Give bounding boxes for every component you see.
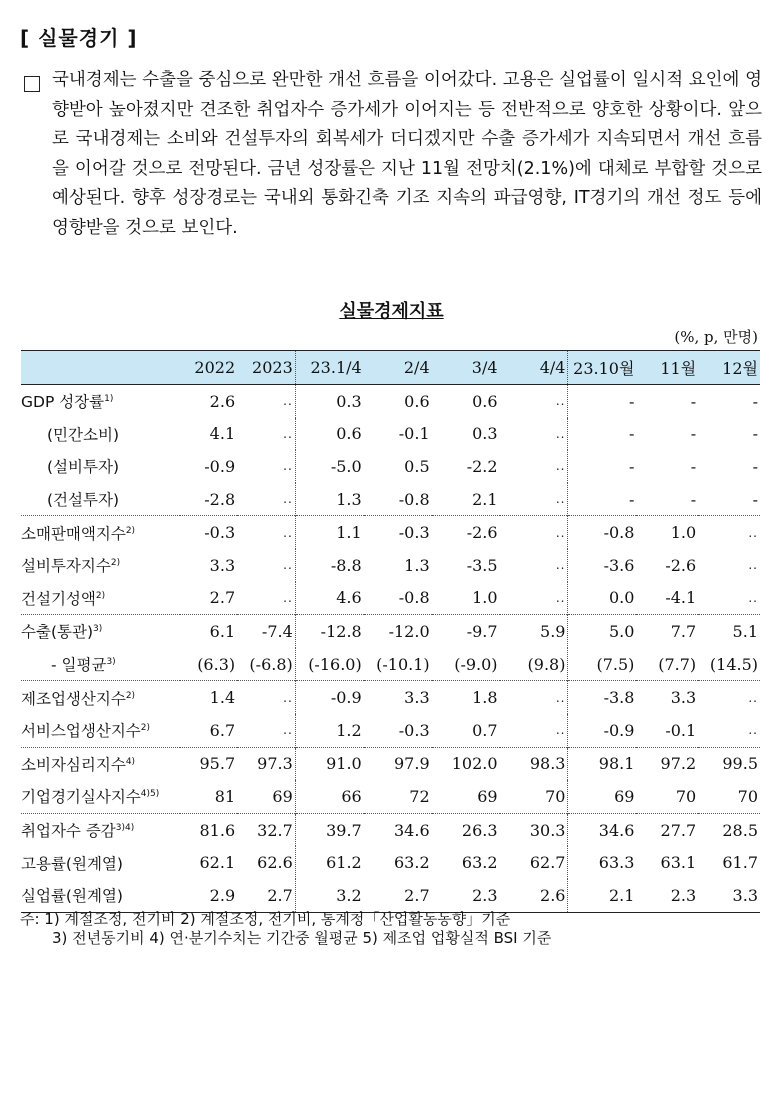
table-cell: ..	[283, 590, 293, 605]
table-cell: 1.3	[404, 555, 430, 575]
table-cell: 2.7	[364, 879, 432, 912]
row-label-text: (설비투자)	[47, 458, 119, 477]
table-cell: -2.2	[466, 456, 498, 476]
table-row	[21, 714, 760, 747]
footnote-marker: 2)	[125, 525, 136, 536]
table-cell: ..	[283, 558, 293, 573]
table-cell: ..	[555, 558, 566, 573]
table-cell: (14.5)	[709, 654, 758, 674]
table-cell: ..	[555, 426, 566, 441]
table-cell: ..	[698, 516, 760, 549]
table-row	[21, 681, 760, 714]
table-cell: -2.8	[204, 489, 236, 509]
column-header: 4/4	[500, 351, 568, 385]
table-cell: ..	[698, 681, 760, 714]
table-cell: 81	[214, 786, 236, 806]
row-label-text: 소비자심리지수	[21, 755, 126, 774]
table-cell: -0.9	[295, 681, 363, 714]
table-cell: 69	[477, 786, 498, 806]
table-cell: 4.6	[295, 582, 363, 615]
footnote-marker: 2)	[125, 690, 136, 701]
table-cell: 62.1	[199, 853, 236, 873]
row-label-text: 건설기성액	[21, 589, 96, 608]
table-cell: ..	[283, 723, 293, 738]
table-cell: 2.1	[568, 879, 636, 912]
table-cell: 72	[409, 786, 430, 806]
table-cell: 7.7	[636, 615, 698, 648]
table-cell: ..	[283, 459, 293, 474]
table-cell: (-16.0)	[295, 648, 363, 681]
unit-label: (%, p, 만명)	[674, 328, 758, 346]
footnote-marker: 2)	[110, 558, 121, 569]
table-cell: 26.3	[432, 813, 500, 846]
table-cell: 3.3	[636, 681, 698, 714]
table-cell: ..	[555, 492, 566, 507]
table-cell: 5.1	[698, 615, 760, 648]
table-cell: 2.3	[636, 879, 698, 912]
table-cell: ..	[500, 681, 568, 714]
table-cell: -3.8	[568, 681, 636, 714]
footnote-marker: 3)	[106, 656, 116, 667]
column-header: 3/4	[432, 351, 500, 385]
table-cell: 5.0	[568, 615, 636, 648]
table-cell: 61.2	[295, 846, 363, 879]
table-cell: -2.6	[432, 516, 500, 549]
table-cell: 4.1	[209, 424, 236, 444]
row-label	[21, 385, 180, 418]
row-label	[21, 681, 180, 714]
footnote-marker: 3)4)	[115, 822, 135, 833]
table-cell: -0.3	[180, 516, 238, 549]
table-row	[21, 549, 760, 582]
row-label	[21, 483, 180, 516]
table-row	[21, 516, 760, 549]
table-cell: 98.3	[500, 747, 568, 780]
row-label-text: GDP 성장률	[21, 393, 105, 412]
table-cell: -	[752, 391, 758, 411]
table-cell: 97.3	[237, 747, 295, 780]
table-cell: -5.0	[295, 450, 363, 483]
row-label-text: 소매판매액지수	[21, 524, 126, 543]
table-row	[21, 879, 760, 912]
row-label-text: 고용률(원계열)	[21, 854, 123, 873]
table-cell: 0.6	[404, 391, 430, 411]
table-cell: -0.8	[568, 516, 636, 549]
table-title: 실물경제지표	[339, 301, 444, 322]
table-cell: -12.0	[364, 615, 432, 648]
column-header: 2023	[237, 351, 295, 385]
table-cell: 1.0	[472, 588, 498, 608]
table-cell: 2.7	[237, 879, 295, 912]
table-cell: -	[752, 489, 758, 509]
indicator-table	[21, 350, 760, 913]
table-cell: -	[752, 456, 758, 476]
table-cell: ..	[500, 516, 568, 549]
table-cell: 34.6	[568, 813, 636, 846]
footnote-marker: 4)	[125, 756, 136, 767]
row-label	[21, 615, 180, 648]
table-cell: 91.0	[295, 747, 363, 780]
table-cell: (6.3)	[197, 654, 236, 674]
column-header: 23.10월	[568, 351, 636, 385]
table-cell: -	[752, 424, 758, 444]
row-label	[21, 648, 180, 681]
footnote-marker: 4)5)	[140, 789, 160, 800]
row-label-text: 설비투자지수	[21, 557, 111, 576]
table-header-row	[21, 351, 760, 385]
table-cell: 63.2	[461, 853, 498, 873]
column-header: 2/4	[364, 351, 432, 385]
table-cell: 70	[675, 786, 697, 806]
table-cell: -0.9	[204, 456, 236, 476]
row-label-text: - 일평균	[51, 656, 107, 675]
table-cell: -9.7	[432, 615, 500, 648]
table-cell: ..	[283, 426, 293, 441]
table-cell: 3.3	[364, 681, 432, 714]
row-label	[21, 879, 180, 912]
table-row	[21, 615, 760, 648]
table-cell: ..	[555, 723, 566, 738]
table-cell: 95.7	[180, 747, 238, 780]
table-cell: 1.4	[180, 681, 238, 714]
table-cell: -	[568, 483, 636, 516]
table-cell: 69	[272, 786, 293, 806]
table-cell: -3.6	[568, 549, 636, 582]
table-cell: 70	[545, 786, 566, 806]
row-label-text: 실업률(원계열)	[21, 887, 123, 906]
table-cell: 63.3	[568, 846, 636, 879]
table-cell: 62.7	[529, 853, 566, 873]
table-cell: -	[568, 385, 636, 418]
table-cell: 28.5	[698, 813, 760, 846]
row-label-text: (민간소비)	[47, 425, 119, 444]
table-cell: -0.8	[398, 489, 430, 509]
table-cell: 6.7	[209, 720, 236, 740]
table-cell: -0.1	[665, 720, 697, 740]
row-label-text: 취업자수 증감	[21, 822, 116, 841]
table-cell: -0.3	[364, 516, 432, 549]
row-label	[21, 780, 180, 813]
table-row	[21, 813, 760, 846]
table-row	[21, 483, 760, 516]
table-cell: -	[568, 418, 636, 451]
table-cell: -0.1	[398, 424, 430, 444]
table-row	[21, 747, 760, 780]
footnotes	[20, 910, 551, 948]
table-cell: 1.2	[295, 714, 363, 747]
table-cell: 99.5	[698, 747, 760, 780]
table-cell: -8.8	[295, 549, 363, 582]
column-header: 12월	[698, 351, 760, 385]
table-row	[21, 418, 760, 451]
table-cell: 98.1	[568, 747, 636, 780]
table-cell: 62.6	[257, 853, 293, 873]
table-row	[21, 780, 760, 813]
column-header: 23.1/4	[295, 351, 363, 385]
table-cell: 97.9	[364, 747, 432, 780]
footnote-line: 3) 전년동기비 4) 연·분기수치는 기간중 월평균 5) 제조업 업황실적 BSI 기준	[52, 929, 552, 947]
table-cell: (-10.1)	[376, 654, 430, 674]
row-label-text: 서비스업생산지수	[21, 722, 141, 741]
table-cell: 5.9	[500, 615, 568, 648]
table-cell: 3.2	[295, 879, 363, 912]
table-row	[21, 450, 760, 483]
table-cell: -	[568, 450, 636, 483]
checkbox-bullet-icon	[24, 76, 40, 92]
table-cell: 81.6	[180, 813, 238, 846]
table-cell: 63.2	[394, 853, 430, 873]
table-cell: -0.8	[398, 588, 430, 608]
table-cell: 0.5	[404, 456, 430, 476]
row-label	[21, 549, 180, 582]
summary-paragraph: 국내경제는 수출을 중심으로 완만한 개선 흐름을 이어갔다. 고용은 실업률이 일시적 요인에 영향받아 높아졌지만 견조한 취업자수 증가세가 이어지는 등 전반적으로 양호한 상황이다. 앞으로 국내경제는 소비와 건설투자의 회복세가 더디겠지만 수출 증가세가 지속되면서 개선 흐름을 이어갈 것으로 전망된다. 금년 성장률은 지난 11월 전망치(2.1%)에 대체로 부합할 것으로 예상된다. 향후 성장경로는 국내외 통화긴축 기조 지속의 파급영향, IT경기의 개선 정도 등에 영향받을 것으로 보인다.	[52, 70, 762, 238]
table-cell: (9.8)	[527, 654, 566, 674]
table-cell: -7.4	[237, 615, 295, 648]
table-cell: 27.7	[636, 813, 698, 846]
footnote-marker: 2)	[140, 723, 151, 734]
table-cell: 1.8	[432, 681, 500, 714]
table-cell: ..	[237, 516, 295, 549]
table-cell: (-6.8)	[249, 654, 293, 674]
table-cell: 2.3	[432, 879, 500, 912]
table-cell: 1.3	[295, 483, 363, 516]
table-cell: -0.3	[398, 720, 430, 740]
row-label	[21, 450, 180, 483]
column-header: 2022	[180, 351, 238, 385]
table-cell: 66	[295, 780, 363, 813]
table-cell: 63.1	[660, 853, 697, 873]
row-label	[21, 714, 180, 747]
table-cell: 2.9	[180, 879, 238, 912]
table-cell: 102.0	[432, 747, 500, 780]
table-cell: 2.7	[209, 588, 236, 608]
table-cell: 0.3	[295, 385, 363, 418]
table-cell: 3.3	[698, 879, 760, 912]
table-cell: 0.6	[472, 391, 498, 411]
table-cell: 70	[737, 786, 758, 806]
table-cell: 0.6	[295, 418, 363, 451]
table-cell: -	[690, 424, 697, 444]
table-cell: ..	[748, 590, 758, 605]
table-cell: (-9.0)	[454, 654, 498, 674]
table-row	[21, 385, 760, 418]
table-cell: -3.5	[466, 555, 498, 575]
table-cell: -12.8	[295, 615, 363, 648]
footnote-marker: 3)	[93, 624, 103, 635]
row-label-text: 수출(통관)	[21, 623, 93, 642]
table-row	[21, 582, 760, 615]
table-cell: -0.9	[568, 714, 636, 747]
table-cell: (7.7)	[658, 654, 697, 674]
table-cell: ..	[283, 492, 293, 507]
table-cell: 30.3	[500, 813, 568, 846]
row-label	[21, 582, 180, 615]
row-label	[21, 813, 180, 846]
table-cell: -	[690, 391, 697, 411]
table-row	[21, 648, 760, 681]
footnote-line: 주: 1) 계절조정, 전기비 2) 계절조정, 전기비, 통계청「산업활동동향」기준	[20, 910, 511, 928]
table-cell: 97.2	[636, 747, 698, 780]
table-cell: 32.7	[237, 813, 295, 846]
row-label-text: 제조업생산지수	[21, 689, 126, 708]
table-row	[21, 846, 760, 879]
column-header: 11월	[636, 351, 698, 385]
table-cell: -	[690, 456, 697, 476]
table-cell: 2.1	[472, 489, 498, 509]
table-cell: (7.5)	[568, 648, 636, 681]
table-cell: 0.7	[472, 720, 498, 740]
table-cell: ..	[748, 723, 758, 738]
table-cell: 1.0	[636, 516, 698, 549]
table-cell: ..	[555, 590, 566, 605]
row-label	[21, 747, 180, 780]
footnote-marker: 2)	[95, 590, 106, 601]
table-cell: ..	[555, 459, 566, 474]
row-label	[21, 516, 180, 549]
table-cell: 0.3	[472, 424, 498, 444]
footnote-marker: 1)	[104, 394, 114, 405]
table-cell: 6.1	[180, 615, 238, 648]
table-cell: 3.3	[209, 555, 236, 575]
table-cell: 0.0	[568, 582, 636, 615]
row-label-text: 기업경기실사지수	[21, 788, 141, 807]
table-cell: 61.7	[722, 853, 758, 873]
table-cell: -4.1	[665, 588, 697, 608]
table-cell: 2.6	[500, 879, 568, 912]
table-cell: 1.1	[295, 516, 363, 549]
section-title: [ 실물경기 ]	[20, 26, 138, 50]
row-label-text: (건설투자)	[47, 491, 119, 510]
row-label	[21, 418, 180, 451]
table-cell: ..	[283, 394, 293, 409]
table-cell: 2.6	[209, 391, 236, 411]
table-cell: 69	[568, 780, 636, 813]
table-cell: ..	[555, 394, 566, 409]
table-cell: 34.6	[364, 813, 432, 846]
row-label	[21, 846, 180, 879]
table-cell: -2.6	[665, 555, 697, 575]
table-cell: 39.7	[295, 813, 363, 846]
table-cell: ..	[237, 681, 295, 714]
column-header	[21, 351, 180, 385]
table-cell: -	[690, 489, 697, 509]
table-cell: ..	[748, 558, 758, 573]
